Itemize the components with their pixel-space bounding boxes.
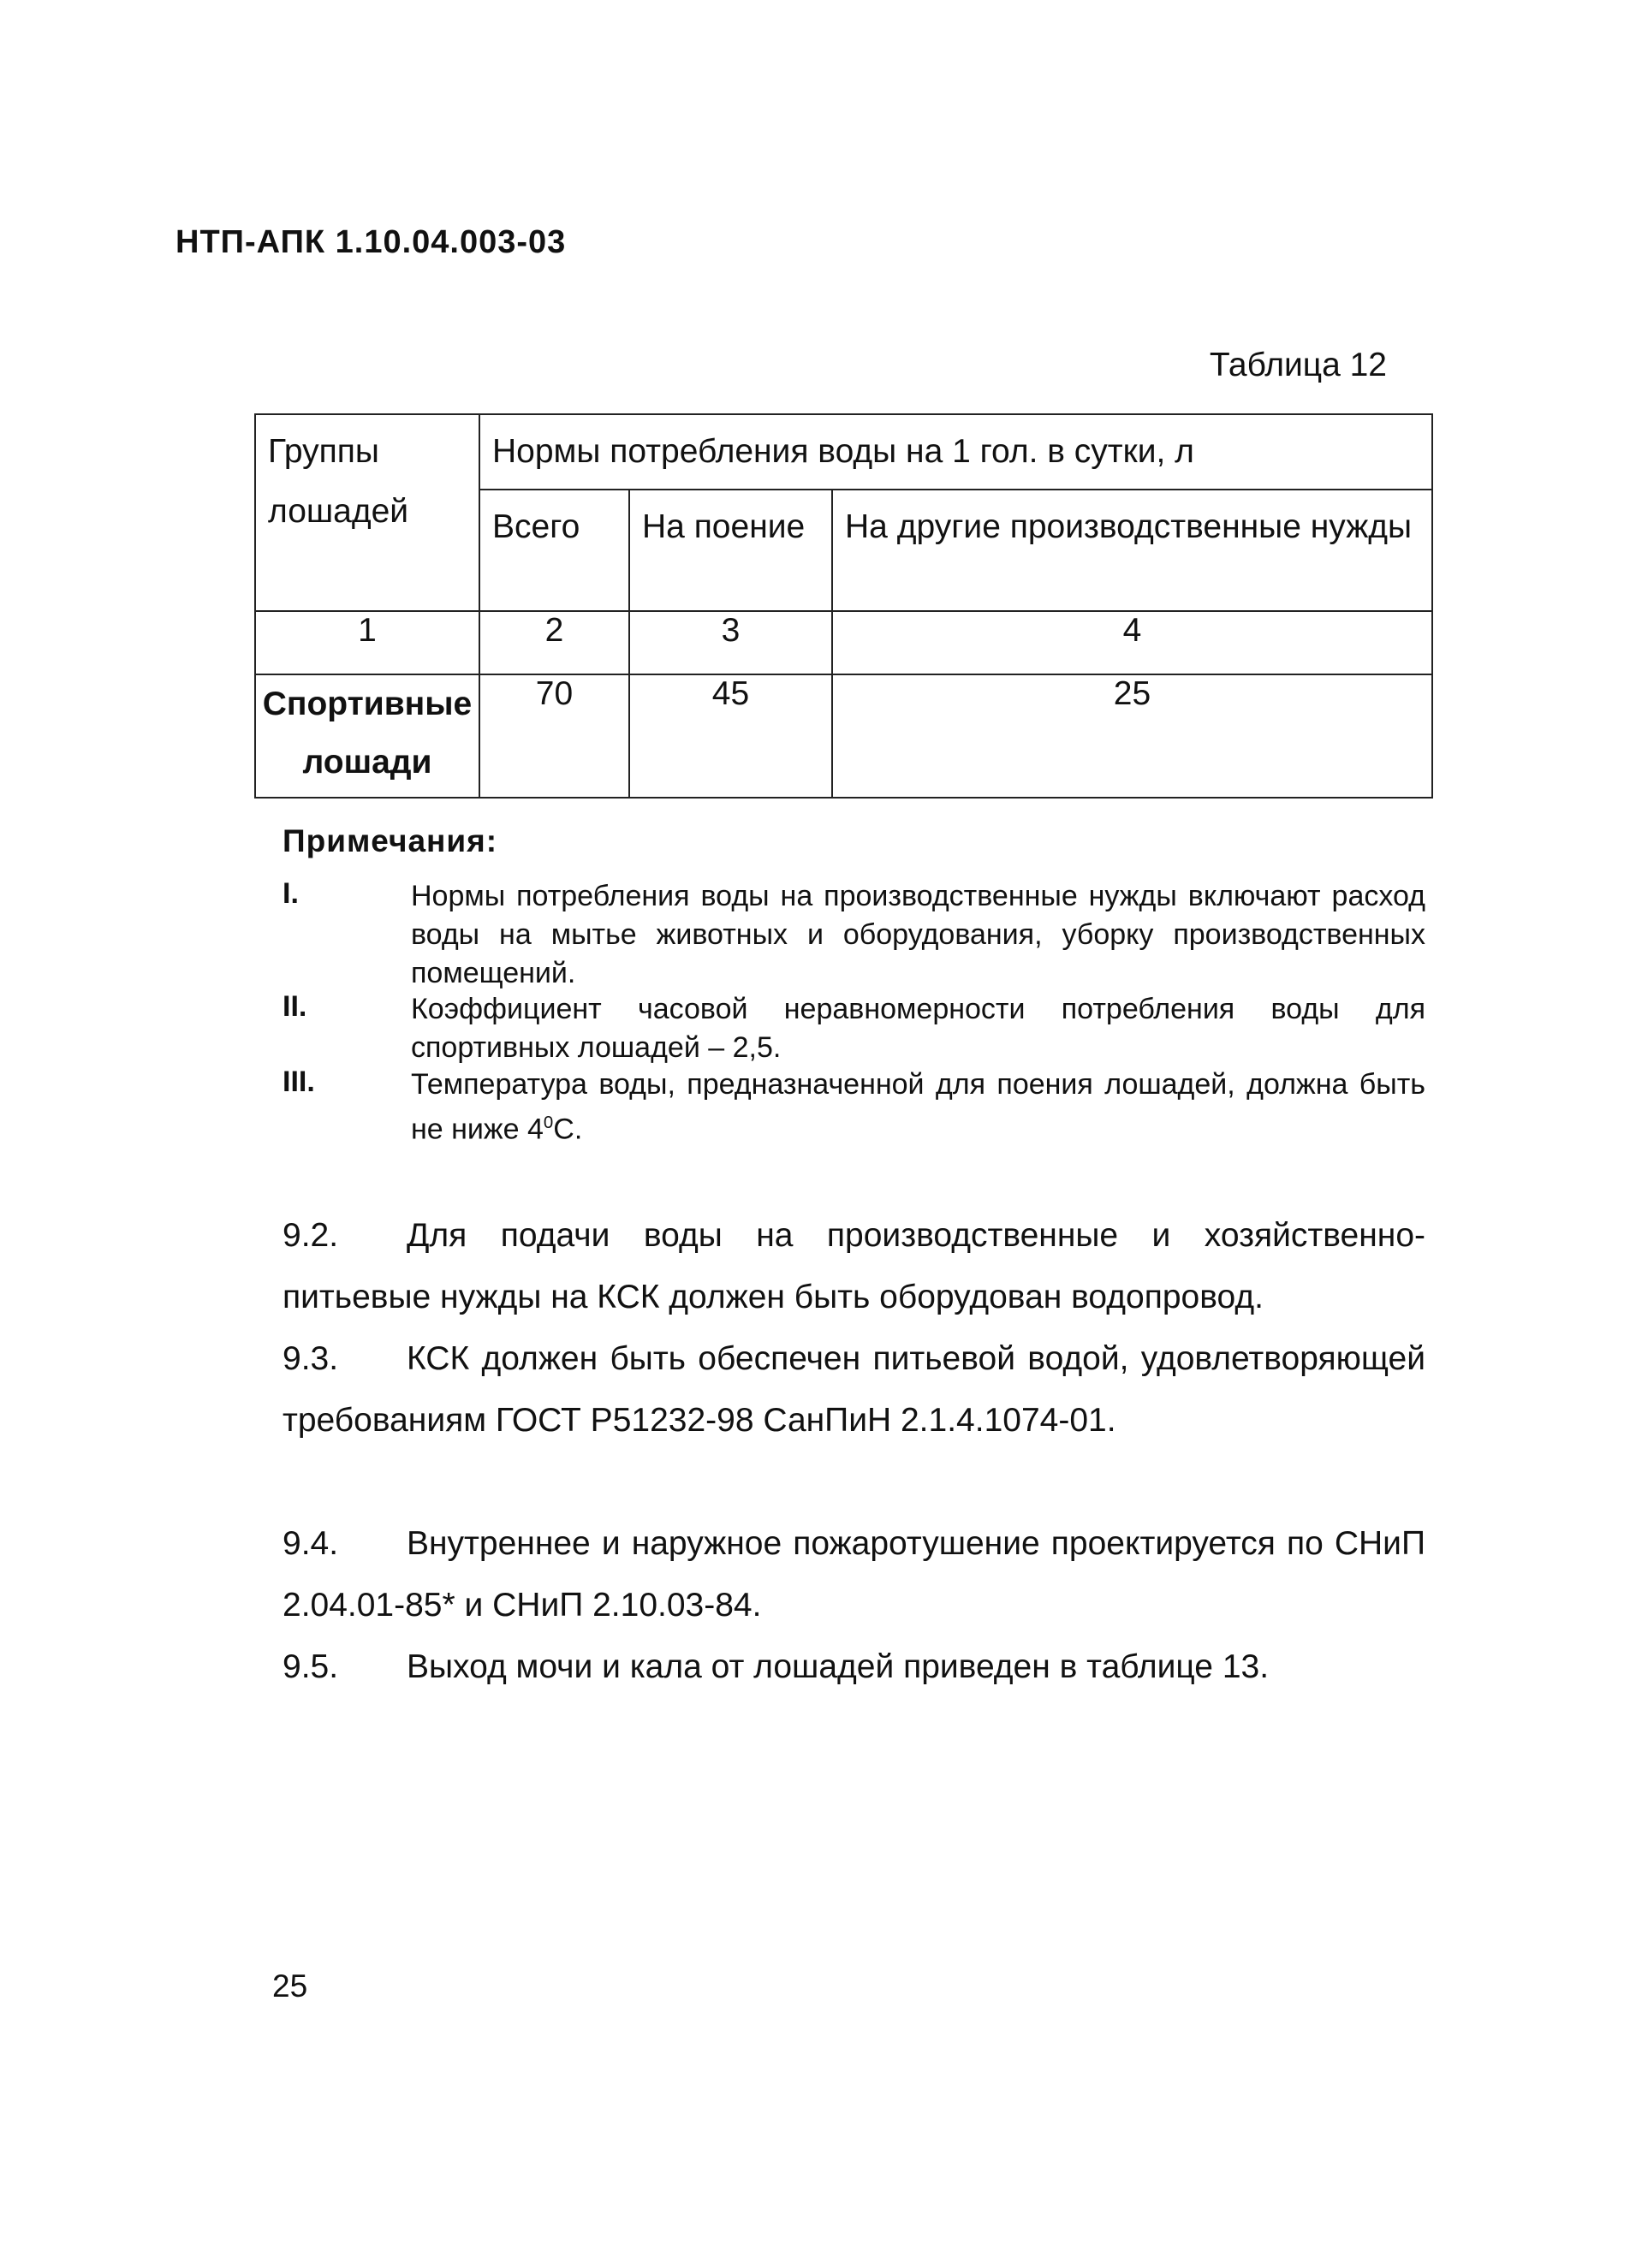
superscript-degree: 0 xyxy=(543,1113,554,1132)
note-text: Коэффициент часовой неравномерности потребления воды для спортивных лошадей – 2,5. xyxy=(411,993,1425,1064)
subheader-other-needs: На другие производственные нужды xyxy=(832,490,1432,611)
cell-horse-group: Спортивные лошади xyxy=(255,674,479,798)
column-number: 1 xyxy=(255,611,479,674)
paragraph-number: 9.3. xyxy=(283,1340,339,1377)
column-number-row xyxy=(255,611,1432,674)
water-norms-table xyxy=(254,413,1433,799)
paragraph-number: 9.2. xyxy=(283,1217,339,1254)
document-code: НТП-АПК 1.10.04.003-03 xyxy=(175,224,567,260)
column-number: 2 xyxy=(479,611,629,674)
paragraph xyxy=(283,1328,1425,1452)
paragraph-number: 9.5. xyxy=(283,1648,339,1685)
column-number: 3 xyxy=(629,611,832,674)
header-horse-groups: Группы лошадей xyxy=(255,414,479,611)
page-number: 25 xyxy=(272,1968,308,2004)
note-item xyxy=(283,990,1425,1067)
header-water-norms: Нормы потребления воды на 1 гол. в сутки, л xyxy=(479,414,1432,490)
paragraph-number: 9.4. xyxy=(283,1525,339,1562)
table-header-row xyxy=(255,414,1432,490)
paragraph xyxy=(283,1513,1425,1636)
column-number: 4 xyxy=(832,611,1432,674)
table-row xyxy=(255,674,1432,798)
cell-other-needs: 25 xyxy=(832,674,1432,798)
notes-title: Примечания: xyxy=(283,823,498,858)
paragraph-text: Выход мочи и кала от лошадей приведен в таблице 13. xyxy=(407,1648,1270,1685)
note-item xyxy=(283,877,1425,993)
cell-total: 70 xyxy=(479,674,629,798)
subheader-total: Всего xyxy=(479,490,629,611)
note-number: I. xyxy=(283,877,299,910)
table-caption: Таблица 12 xyxy=(1209,347,1387,383)
note-number: III. xyxy=(283,1066,315,1098)
subheader-drinking: На поение xyxy=(629,490,832,611)
paragraph-text: Для подачи воды на производственные и хозяйственно-питьевые нужды на КСК должен быть оборудован водопровод. xyxy=(283,1217,1425,1315)
cell-drinking: 45 xyxy=(629,674,832,798)
note-text: Нормы потребления воды на производственные нужды включают расход воды на мытье животных и оборудования, уборку производственных помещений. xyxy=(411,880,1425,989)
paragraph-text: КСК должен быть обеспечен питьевой водой, удовлетворяющей требованиям ГОСТ Р51232-98 СанПиН 2.1.4.1074-01. xyxy=(283,1340,1425,1439)
paragraph xyxy=(283,1636,1425,1698)
note-item xyxy=(283,1066,1425,1149)
paragraph xyxy=(283,1205,1425,1328)
paragraph-text: Внутреннее и наружное пожаротушение проектируется по СНиП 2.04.01-85* и СНиП 2.10.03-84. xyxy=(283,1525,1425,1624)
note-text: Температура воды, предназначенной для поения лошадей, должна быть не ниже $4^0С$. xyxy=(411,1068,1425,1146)
note-number: II. xyxy=(283,990,307,1023)
